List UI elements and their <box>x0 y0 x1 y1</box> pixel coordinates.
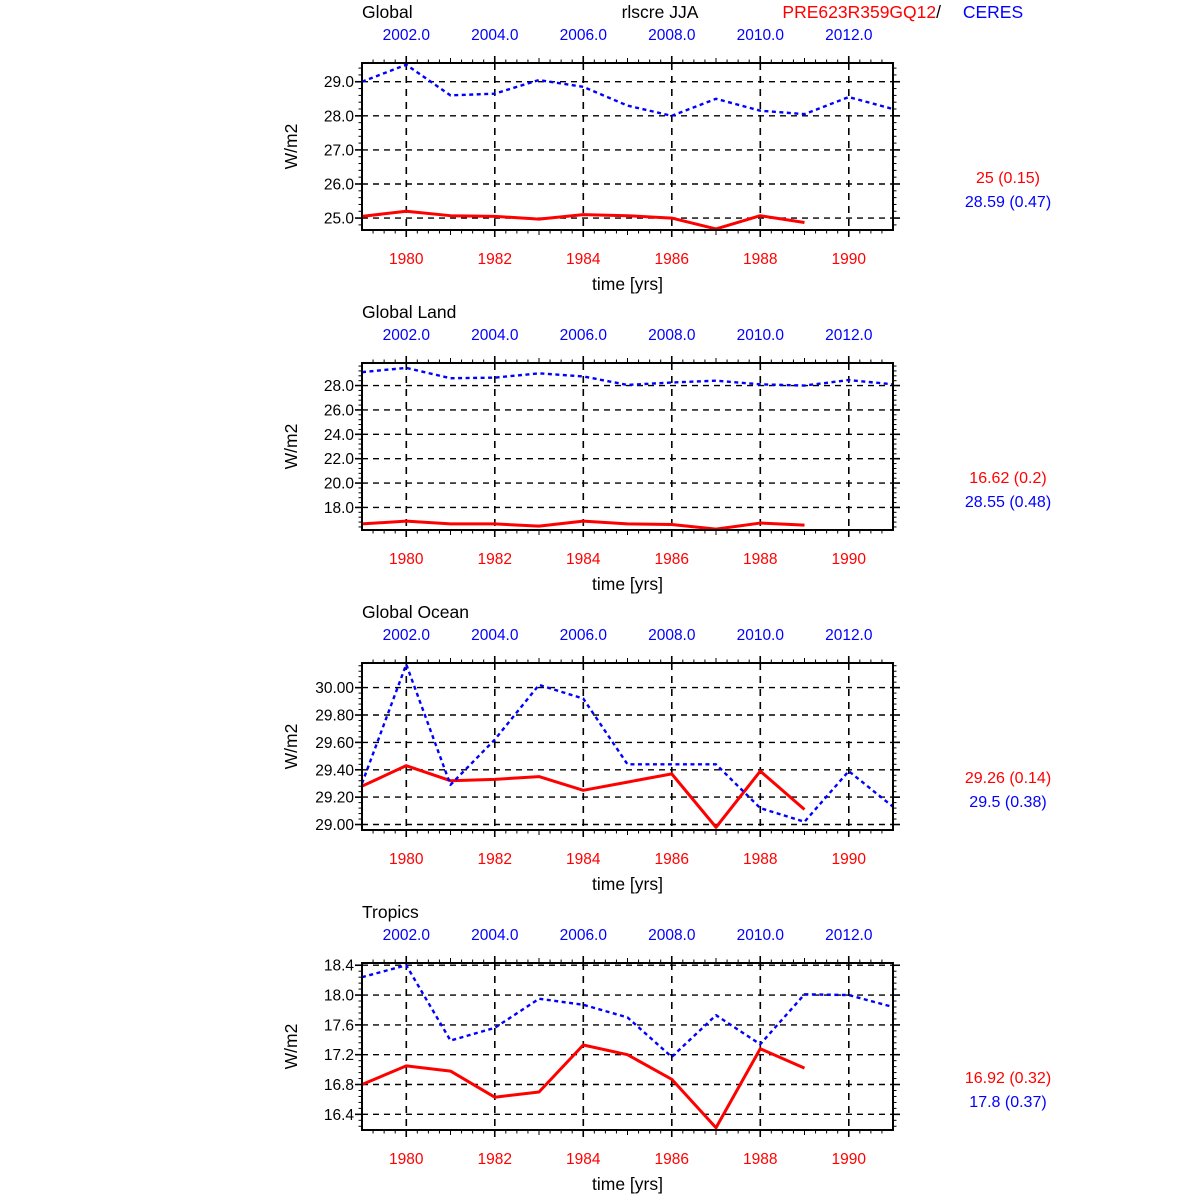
plot-frame <box>362 363 893 530</box>
bottom-axis-tick-label: 1984 <box>566 251 601 268</box>
top-axis-tick-label: 2004.0 <box>471 327 519 344</box>
bottom-axis-tick-label: 1990 <box>831 851 867 868</box>
panel-global-ocean <box>281 602 1051 894</box>
y-tick-label: 30.00 <box>315 680 354 698</box>
x-axis-label: time [yrs] <box>592 1174 663 1194</box>
top-axis-tick-label: 2004.0 <box>471 627 519 644</box>
bottom-axis-tick-label: 1988 <box>743 551 778 568</box>
top-axis-tick-label: 2006.0 <box>559 27 608 44</box>
y-tick-label: 26.0 <box>323 176 354 194</box>
top-axis-tick-label: 2010.0 <box>736 927 785 944</box>
y-tick-label: 28.0 <box>323 108 354 126</box>
bottom-axis-tick-label: 1980 <box>389 251 424 268</box>
bottom-axis-tick-label: 1986 <box>654 551 690 568</box>
y-tick-label: 26.0 <box>323 402 354 420</box>
gridlines <box>362 363 893 530</box>
top-axis-tick-label: 2006.0 <box>559 327 608 344</box>
variable-season-label: rlscre JJA <box>621 2 699 22</box>
series-line-ceres <box>362 965 893 1057</box>
y-axis-label: W/m2 <box>281 123 301 170</box>
y-tick-label: 29.40 <box>315 762 354 780</box>
y-tick-label: 24.0 <box>323 426 354 444</box>
y-tick-label: 29.20 <box>315 789 354 807</box>
bottom-axis-tick-label: 1984 <box>566 1151 601 1168</box>
y-tick-label: 22.0 <box>323 451 354 469</box>
top-axis-tick-label: 2002.0 <box>382 627 431 644</box>
y-tick-label: 16.4 <box>323 1106 354 1124</box>
bottom-axis-tick-label: 1988 <box>743 1151 778 1168</box>
y-tick-label: 29.00 <box>315 817 354 835</box>
top-axis-tick-label: 2010.0 <box>736 627 785 644</box>
top-axis-tick-label: 2002.0 <box>382 27 431 44</box>
panel-title: Global Ocean <box>362 602 470 622</box>
bottom-axis-tick-label: 1982 <box>477 251 513 268</box>
bottom-axis-tick-label: 1984 <box>566 551 601 568</box>
bottom-axis-tick-label: 1980 <box>389 851 424 868</box>
top-axis-tick-label: 2004.0 <box>471 27 519 44</box>
axis-ticks <box>355 56 900 237</box>
bottom-axis-tick-label: 1990 <box>831 551 867 568</box>
axis-ticks <box>355 956 900 1137</box>
panel-tropics <box>281 902 1051 1194</box>
y-tick-label: 16.8 <box>323 1077 354 1095</box>
model-stat: 16.92 (0.32) <box>964 1070 1052 1087</box>
obs-stat: 28.55 (0.48) <box>964 494 1052 511</box>
top-axis-tick-label: 2012.0 <box>825 927 873 944</box>
model-stat: 25 (0.15) <box>975 170 1041 187</box>
y-tick-label: 25.0 <box>323 210 354 228</box>
bottom-axis-tick-label: 1986 <box>654 1151 690 1168</box>
series-line-ceres <box>362 368 893 386</box>
bottom-axis-tick-label: 1986 <box>654 851 690 868</box>
panel-title: Global Land <box>362 302 457 322</box>
bottom-axis-tick-label: 1988 <box>743 851 778 868</box>
bottom-axis-tick-label: 1984 <box>566 851 601 868</box>
top-axis-tick-label: 2008.0 <box>648 927 696 944</box>
bottom-axis-tick-label: 1980 <box>389 1151 424 1168</box>
y-tick-label: 29.80 <box>315 707 354 725</box>
x-axis-label: time [yrs] <box>592 574 663 594</box>
gridlines <box>362 63 893 230</box>
axis-ticks <box>355 656 900 837</box>
gridlines <box>362 663 893 830</box>
panel-title: Tropics <box>362 902 419 922</box>
y-tick-label: 28.0 <box>323 378 354 396</box>
bottom-axis-tick-label: 1990 <box>831 1151 867 1168</box>
plot-frame <box>362 963 893 1130</box>
top-axis-tick-label: 2010.0 <box>736 27 785 44</box>
y-tick-label: 20.0 <box>323 475 354 493</box>
bottom-axis-tick-label: 1988 <box>743 251 778 268</box>
top-axis-tick-label: 2008.0 <box>648 327 696 344</box>
y-tick-label: 27.0 <box>323 142 354 160</box>
panel-global <box>281 2 1051 294</box>
bottom-axis-tick-label: 1982 <box>477 851 513 868</box>
y-tick-label: 17.6 <box>323 1017 354 1035</box>
top-axis-tick-label: 2006.0 <box>559 627 608 644</box>
y-tick-label: 18.0 <box>323 499 354 517</box>
y-tick-label: 29.60 <box>315 734 354 752</box>
model-stat: 29.26 (0.14) <box>964 770 1052 787</box>
top-axis-tick-label: 2012.0 <box>825 27 873 44</box>
y-axis-label: W/m2 <box>281 423 301 470</box>
bottom-axis-tick-label: 1986 <box>654 251 690 268</box>
y-tick-label: 18.4 <box>323 957 354 975</box>
top-axis-tick-label: 2010.0 <box>736 327 785 344</box>
top-axis-tick-label: 2012.0 <box>825 627 873 644</box>
x-axis-label: time [yrs] <box>592 874 663 894</box>
obs-stat: 29.5 (0.38) <box>969 794 1047 811</box>
model-stat: 16.62 (0.2) <box>969 470 1047 487</box>
y-axis-label: W/m2 <box>281 1023 301 1070</box>
top-axis-tick-label: 2008.0 <box>648 627 696 644</box>
obs-name-label: CERES <box>962 2 1024 22</box>
y-tick-label: 29.0 <box>323 74 354 92</box>
obs-stat: 28.59 (0.47) <box>964 194 1052 211</box>
gridlines <box>362 963 893 1130</box>
y-tick-label: 17.2 <box>323 1047 354 1065</box>
bottom-axis-tick-label: 1990 <box>831 251 867 268</box>
top-axis-tick-label: 2006.0 <box>559 927 608 944</box>
bottom-axis-tick-label: 1980 <box>389 551 424 568</box>
panel-global-land <box>281 302 1051 594</box>
plot-frame <box>362 63 893 230</box>
top-axis-tick-label: 2008.0 <box>648 27 696 44</box>
bottom-axis-tick-label: 1982 <box>477 1151 513 1168</box>
y-tick-label: 18.0 <box>323 987 354 1005</box>
bottom-axis-tick-label: 1982 <box>477 551 513 568</box>
top-axis-tick-label: 2002.0 <box>382 927 431 944</box>
panel-title: Global <box>362 2 413 22</box>
model-name-label: PRE623R359GQ12/ <box>782 2 941 22</box>
series-line-ceres <box>362 65 893 116</box>
top-axis-tick-label: 2002.0 <box>382 327 431 344</box>
top-axis-tick-label: 2004.0 <box>471 927 519 944</box>
x-axis-label: time [yrs] <box>592 274 663 294</box>
top-axis-tick-label: 2012.0 <box>825 327 873 344</box>
y-axis-label: W/m2 <box>281 723 301 770</box>
obs-stat: 17.8 (0.37) <box>969 1094 1047 1111</box>
